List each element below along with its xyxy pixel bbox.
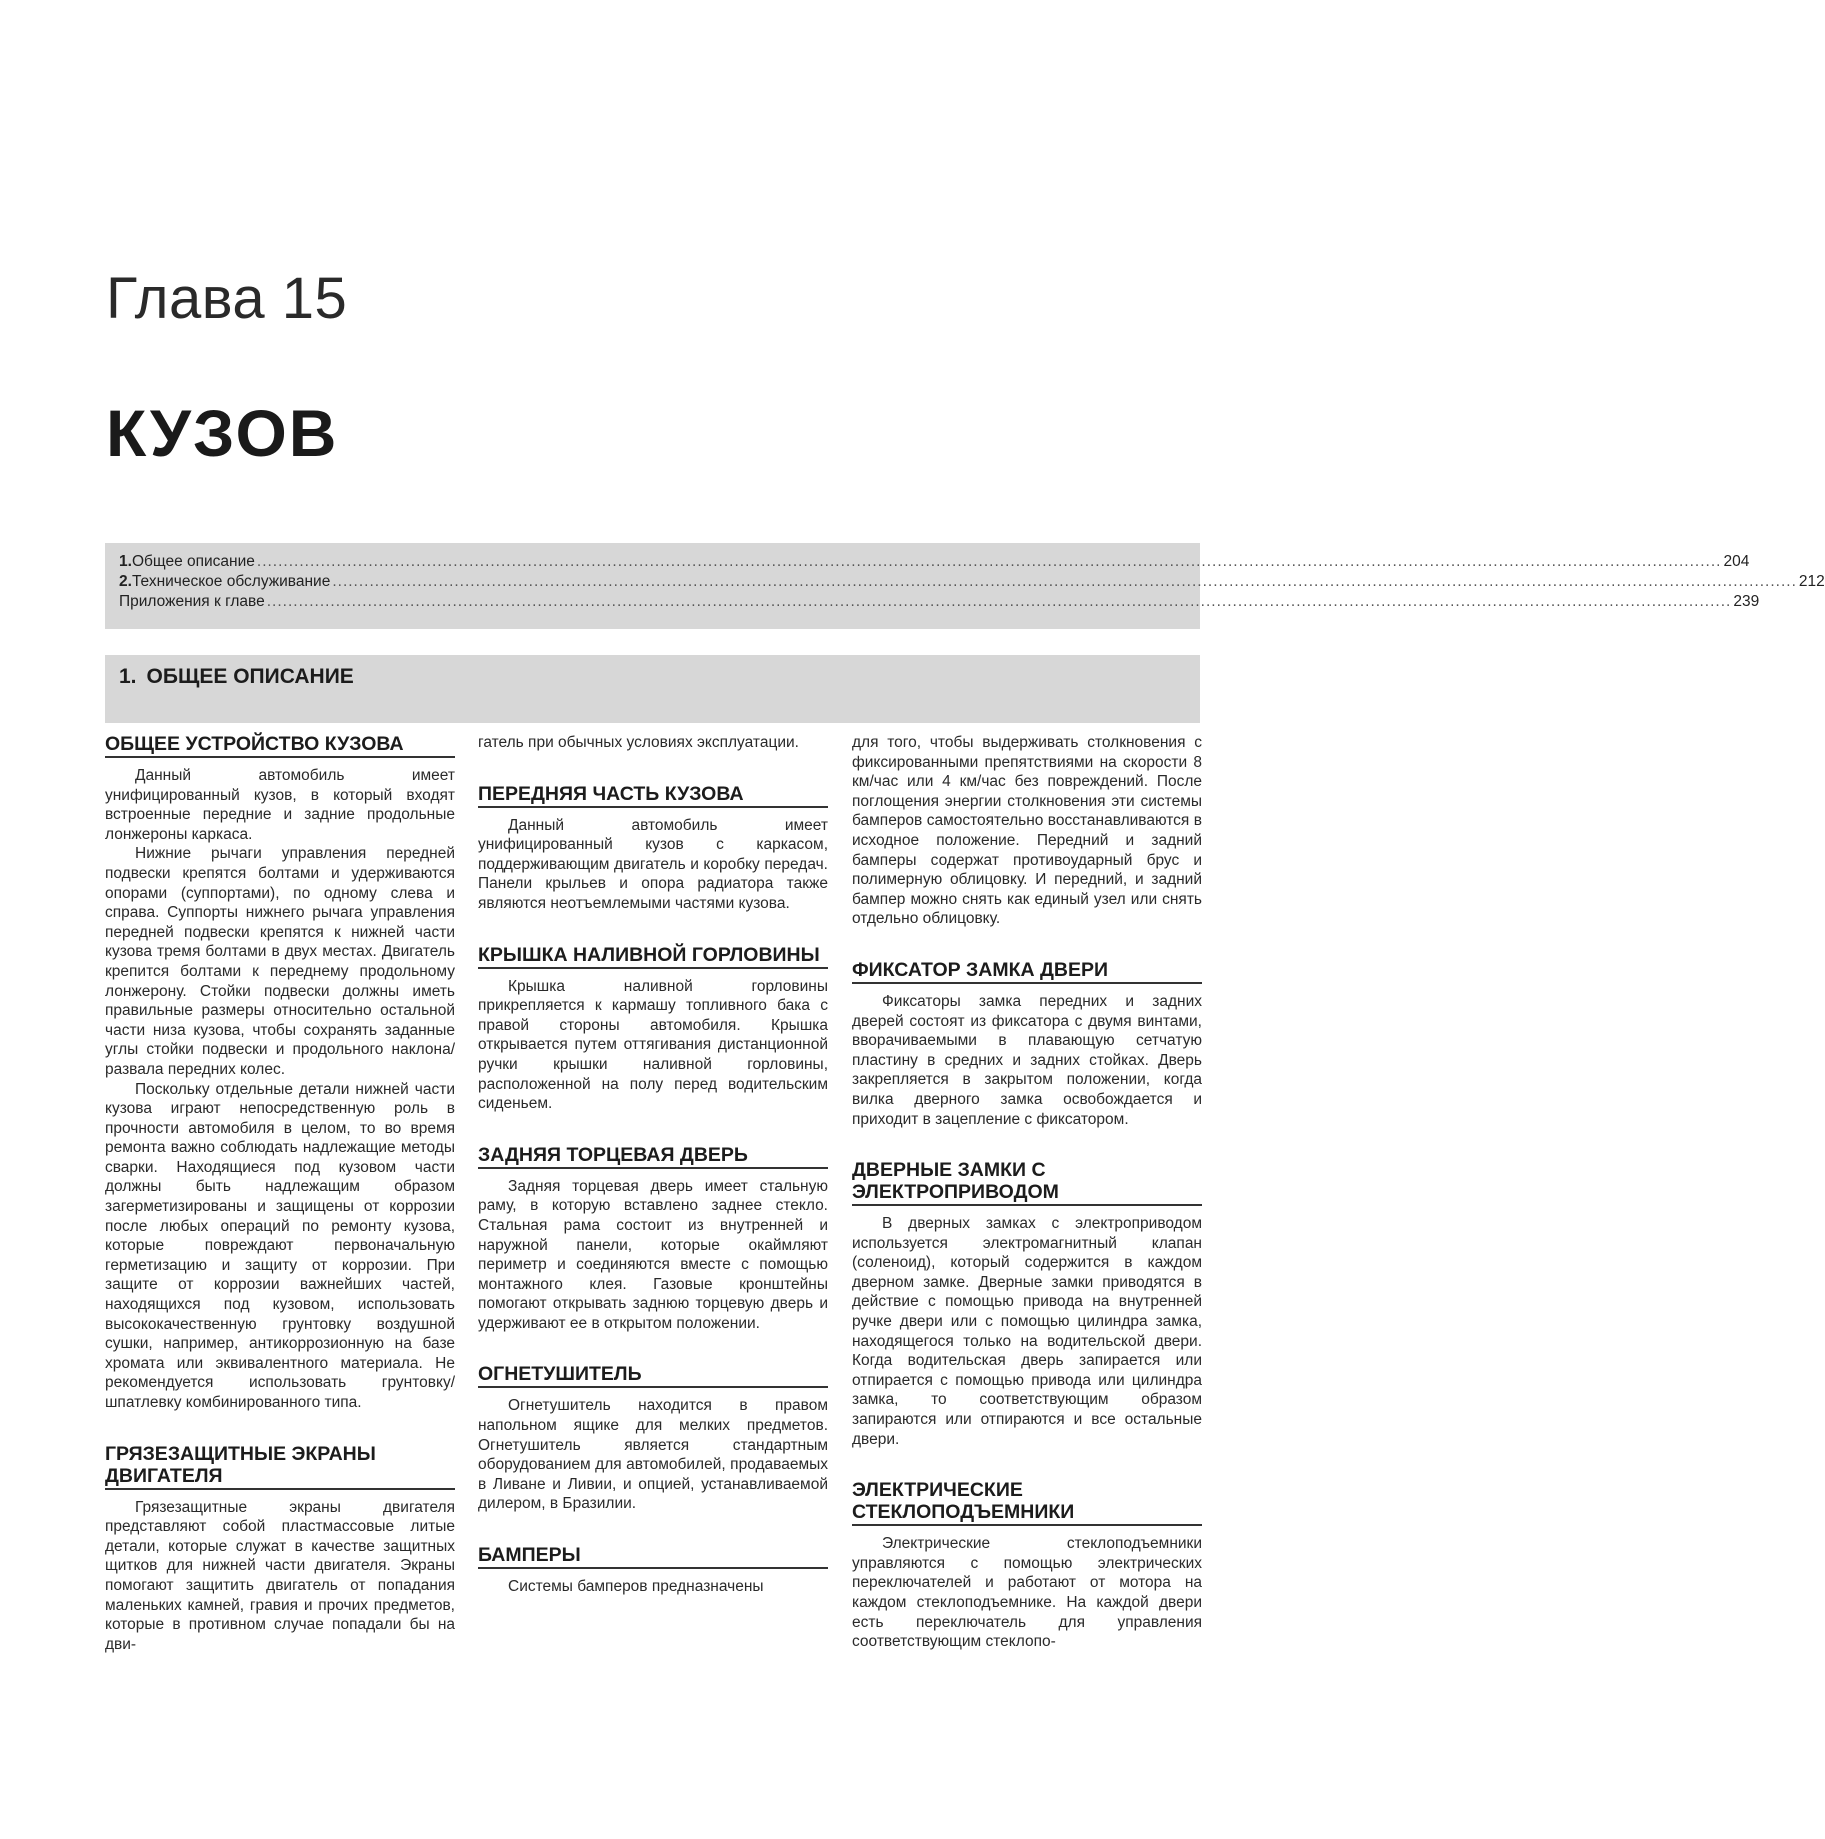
toc-page: 204	[1723, 553, 1750, 570]
paragraph: Электрические стеклоподъемники управляются с помощью электрических переключателей и работают от мотора на каждом стеклоподъемнике. На каждой двери есть переключатель для управления соответствующим стеклопо-	[852, 1535, 1202, 1651]
paragraph: Поскольку отдельные детали нижней части кузова играют непосредственную роль в прочности автомобиля в целом, то во время ремонта важно соблюдать надлежащие методы сварки. Находящиеся под кузовом части должны быть надлежащим образом загерметизированы и защищены от коррозии после любых операций по ремонту кузова, которые повреждают первоначальную герметизацию и защиту от коррозии. При защите от коррозии важнейших частей, находящихся под кузовом, использовать высококачественную грунтовку воздушной сушки, например, антикоррозионную на базе хромата или эквивалентного материала. Не рекомендуется использовать грунтовку/шпатлевку комбинированного типа.	[105, 1080, 455, 1411]
paragraph: Задняя торцевая дверь имеет стальную раму, в которую вставлено заднее стекло. Стальная рама состоит из внутренней и наружной панели, которые окаймляют периметр и соединяются вместе с помощью монтажного клея. Газовые кронштейны помогают открывать заднюю торцевую дверь и удерживают ее в открытом положении.	[478, 1177, 828, 1332]
toc-row[interactable]	[119, 553, 1750, 573]
paragraph: гатель при обычных условиях эксплуатации.	[478, 734, 799, 751]
paragraph: Фиксаторы замка передних и задних дверей состоят из фиксатора с двумя винтами, вворачиваемыми в плавающую сетчатую пластину в средних и задних стойках. Дверь закрепляется в закрытом положении, когда вилка дверного замка освобождается и приходит в зацепление с фиксатором.	[852, 992, 1202, 1128]
subheading: ПЕРЕДНЯЯ ЧАСТЬ КУЗОВА	[478, 783, 828, 808]
toc-title: Общее описание	[131, 553, 255, 570]
subheading: ГРЯЗЕЗАЩИТНЫЕ ЭКРАНЫ ДВИГАТЕЛЯ	[105, 1443, 455, 1490]
subheading: ЗАДНЯЯ ТОРЦЕВАЯ ДВЕРЬ	[478, 1144, 828, 1169]
toc-number: 2.	[119, 573, 132, 590]
subheading: БАМПЕРЫ	[478, 1544, 828, 1569]
paragraph: для того, чтобы выдерживать столкновения с фиксированными препятствиями на скорости 8 км/час или 4 км/час без повреждений. После поглощения энергии столкновения эти системы бамперов самостоятельно восстанавливаются в исходное положение. Передний и задний бамперы содержат противоударный брус и полимерную облицовку. И передний, и задний бампер можно снять как единый узел или снять отдельно облицовку.	[852, 734, 1202, 928]
paragraph: Данный автомобиль имеет унифицированный кузов, в который входят встроенные передние и задние продольные лонжероны каркаса.	[105, 767, 455, 843]
paragraph: Данный автомобиль имеет унифицированный кузов с каркасом, поддерживающим двигатель и коробку передач. Панели крыльев и опора радиатора также являются неотъемлемыми частями кузова.	[478, 816, 828, 912]
text-column-3	[852, 733, 1202, 1652]
paragraph: Нижние рычаги управления передней подвески крепятся болтами и удерживаются опорами (суппортами), по одному слева и справа. Суппорты нижнего рычага управления передней подвески крепятся к нижней части кузова тремя болтами в двух местах. Двигатель крепится болтами к переднему продольному лонжерону. Стойки подвески должны иметь правильные размеры относительно остальной части низа кузова, чтобы сохранять заданные углы стойки подвески и продольного наклона/развала передних колес.	[105, 845, 455, 1078]
toc-title: Приложения к главе	[119, 593, 265, 610]
subheading: ОГНЕТУШИТЕЛЬ	[478, 1363, 828, 1388]
toc-page: 239	[1733, 593, 1760, 610]
toc-leader: ....................................................................................................................................................................................................................................................................................	[266, 593, 1732, 610]
toc-row[interactable]	[119, 593, 1760, 613]
subheading: ЭЛЕКТРИЧЕСКИЕ СТЕКЛОПОДЪЕМНИКИ	[852, 1479, 1202, 1526]
subheading: ДВЕРНЫЕ ЗАМКИ С ЭЛЕКТРОПРИВОДОМ	[852, 1159, 1202, 1206]
paragraph: Грязезащитные экраны двигателя представляют собой пластмассовые литые детали, которые служат в качестве защитных щитков для нижней части двигателя. Экраны помогают защитить двигатель от попадания маленьких камней, гравия и прочих предметов, которые в противном случае попадали бы на дви-	[105, 1498, 455, 1653]
table-of-contents	[105, 543, 1825, 629]
section-title: ОБЩЕЕ ОПИСАНИЕ	[146, 665, 354, 688]
toc-number: 1.	[119, 553, 132, 570]
subheading: КРЫШКА НАЛИВНОЙ ГОРЛОВИНЫ	[478, 944, 828, 969]
toc-leader: ....................................................................................................................................................................................................................................................................................	[256, 553, 1722, 570]
paragraph: Огнетушитель находится в правом напольном ящике для мелких предметов. Огнетушитель является стандартным оборудованием для автомобилей, продаваемых в Ливане и Ливии, и опцией, устанавливаемой дилером, в Бразилии.	[478, 1397, 828, 1513]
toc-title: Техническое обслуживание	[131, 573, 331, 590]
paragraph: Крышка наливной горловины прикрепляется к кармашу топливного бака с правой стороны автомобиля. Крышка открывается путем оттягивания дистанционной ручки крышки наливной горловины, расположенной на полу перед водительским сиденьем.	[478, 977, 828, 1113]
text-column-2	[478, 733, 828, 1597]
text-column-1	[105, 733, 455, 1654]
section-number: 1.	[119, 665, 137, 688]
toc-leader: ....................................................................................................................................................................................................................................................................................	[332, 573, 1797, 590]
chapter-label: Глава 15	[106, 266, 348, 331]
paragraph: В дверных замках с электроприводом используется электромагнитный клапан (соленоид), который содержится в каждом дверном замке. Дверные замки приводятся в действие с помощью привода на внутренней ручке двери или с помощью цилиндра замка, находящегося только на водительской двери. Когда водительская дверь запирается или отпирается с помощью привода или цилиндра замка, то соответствующим образом запираются или отпираются и все остальные двери.	[852, 1215, 1202, 1448]
subheading: ОБЩЕЕ УСТРОЙСТВО КУЗОВА	[105, 733, 455, 758]
toc-row[interactable]	[119, 573, 1825, 593]
toc-page: 212	[1798, 573, 1825, 590]
section-heading	[105, 655, 1200, 723]
subheading: ФИКСАТОР ЗАМКА ДВЕРИ	[852, 959, 1202, 984]
paragraph: Системы бамперов предназначены	[508, 1578, 764, 1596]
chapter-title: КУЗОВ	[106, 396, 339, 470]
